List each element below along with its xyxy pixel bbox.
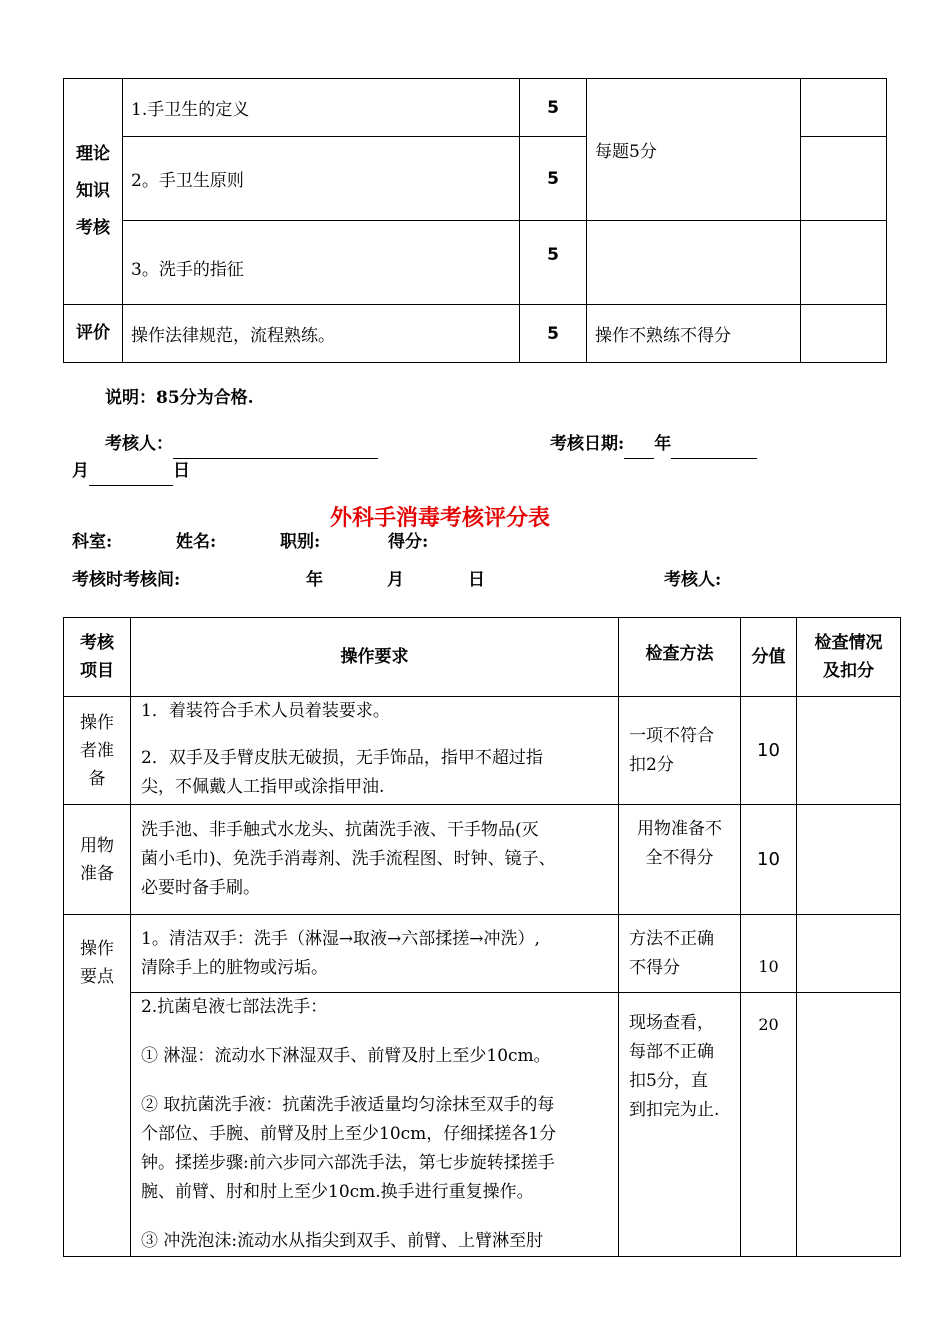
operator-prep-cat-line-3: 备 — [88, 768, 106, 789]
time-label: 考核时考核间: — [72, 570, 181, 590]
assessor-label: 考核人： — [105, 434, 173, 454]
items-prep-cat-line-1: 用物 — [80, 835, 114, 856]
theory-item-2: 2。手卫生原则 — [123, 137, 520, 221]
row-items-prep-method — [619, 805, 741, 915]
theory-method-cell: 每题5分 — [587, 79, 801, 221]
date-day: 日 — [173, 461, 190, 481]
header-points: 分值 — [741, 618, 797, 697]
date-month: 月 — [72, 461, 89, 481]
row-seven-step-method — [619, 993, 741, 1257]
pass-note: 说明：85分为合格. — [105, 388, 254, 408]
key-points-req-line-1: 1。清洁双手：洗手（淋湿→取液→六部揉搓→冲洗）, — [141, 928, 540, 949]
year-blank — [624, 440, 654, 459]
row-key-points-points: 10 — [741, 915, 797, 993]
key-points-req-line-2: 清除手上的脏物或污垢。 — [141, 957, 328, 978]
eval-score: 5 — [520, 305, 587, 363]
items-prep-req-line-3: 必要时备手刷。 — [141, 878, 260, 898]
theory-category-cell — [64, 79, 123, 305]
row-seven-step-requirement — [131, 993, 619, 1257]
form-day: 日 — [468, 570, 485, 590]
items-prep-method-line-1: 用物准备不 — [637, 819, 722, 839]
seven-step-2-line-4: 腕、前臂、肘和肘上至少10cm.换手进行重复操作。 — [141, 1182, 534, 1202]
key-points-cat-line-2: 要点 — [80, 967, 114, 987]
assessor-blank — [173, 440, 378, 459]
theory-category-line-2: 知识 — [76, 181, 110, 201]
items-prep-cat-line-2: 准备 — [80, 863, 114, 884]
header-result-line-1: 检查情况 — [814, 633, 883, 653]
theory-item-3: 3。洗手的指征 — [123, 221, 520, 305]
dept-label: 科室: — [72, 532, 113, 552]
operator-prep-cat-line-2: 者准 — [80, 740, 114, 761]
header-result-line-2: 及扣分 — [823, 661, 874, 681]
key-points-method-line-2: 不得分 — [629, 957, 680, 978]
operator-prep-req-2b: 尖，不佩戴人工指甲或涂指甲油. — [141, 777, 385, 797]
operator-prep-method-line-2: 扣2分 — [629, 754, 674, 775]
row-seven-step-points: 20 — [741, 993, 797, 1257]
seven-step-1: ① 淋湿：流动水下淋湿双手、前臂及肘上至少10cm。 — [141, 1046, 551, 1066]
header-requirement: 操作要求 — [131, 618, 619, 697]
operator-prep-method-line-1: 一项不符合 — [629, 725, 714, 746]
date-year: 年 — [654, 434, 672, 454]
theory-item-3-score: 5 — [520, 221, 587, 305]
theory-category-line-1: 理论 — [76, 144, 110, 164]
theory-category-line-3: 考核 — [76, 218, 110, 238]
eval-category: 评价 — [64, 305, 123, 363]
header-result — [797, 618, 901, 697]
row-items-prep-points: 10 — [741, 805, 797, 915]
score-label: 得分: — [388, 532, 429, 552]
date-row — [550, 429, 757, 459]
form-year: 年 — [306, 570, 323, 590]
row-items-prep-result — [797, 805, 901, 915]
theory-table — [63, 78, 887, 363]
theory-item-1: 1.手卫生的定义 — [123, 79, 520, 137]
theory-item-1-result — [801, 79, 887, 137]
theory-item-2-result — [801, 137, 887, 221]
row-key-points-requirement — [131, 915, 619, 993]
day-blank — [89, 467, 173, 486]
eval-method: 操作不熟练不得分 — [587, 305, 801, 363]
row-key-points-method — [619, 915, 741, 993]
items-prep-req-line-1: 洗手池、非手触式水龙头、抗菌洗手液、干手物品(灭 — [141, 820, 539, 840]
row-operator-prep-method — [619, 697, 741, 805]
score-table — [63, 617, 901, 1257]
seven-step-method-line-3: 扣5分，直 — [629, 1071, 708, 1091]
seven-step-3: ③ 冲洗泡沫:流动水从指尖到双手、前臂、上臂淋至肘 — [141, 1231, 544, 1251]
items-prep-req-line-2: 菌小毛巾)、免洗手消毒剂、洗手流程图、时钟、镜子、 — [141, 849, 556, 869]
row-key-points-result — [797, 915, 901, 993]
seven-step-2-line-3: 钟。揉搓步骤:前六步同六部洗手法，第七步旋转揉搓手 — [141, 1153, 555, 1173]
name-label: 姓名: — [176, 532, 217, 552]
assessor-row — [105, 429, 378, 459]
theory-item-1-score: 5 — [520, 79, 587, 137]
row-operator-prep-result — [797, 697, 901, 805]
form-assessor-label: 考核人: — [664, 570, 722, 590]
row-items-prep-requirement — [131, 805, 619, 915]
operator-prep-req-1: 1．着装符合手术人员着装要求。 — [141, 701, 390, 721]
row-operator-prep-requirement — [131, 697, 619, 805]
month-blank — [671, 440, 757, 459]
form-title: 外科手消毒考核评分表 — [329, 505, 550, 531]
seven-step-method-line-4: 到扣完为止. — [629, 1100, 720, 1120]
row-key-points-category — [64, 915, 131, 1257]
row-items-prep-category — [64, 805, 131, 915]
date-label: 考核日期: — [550, 434, 625, 454]
header-item-line-2: 项目 — [80, 661, 114, 681]
key-points-cat-line-1: 操作 — [80, 939, 114, 959]
theory-item-2-score: 5 — [520, 137, 587, 221]
row-operator-prep-points: 10 — [741, 697, 797, 805]
date-row-cont — [72, 456, 190, 486]
header-item-line-1: 考核 — [80, 633, 114, 653]
key-points-method-line-1: 方法不正确 — [629, 928, 714, 949]
operator-prep-cat-line-1: 操作 — [80, 712, 114, 733]
seven-step-method-line-1: 现场查看， — [629, 1013, 714, 1033]
theory-item-3-method — [587, 221, 801, 305]
operator-prep-req-2a: 2．双手及手臂皮肤无破损，无手饰品，指甲不超过指 — [141, 748, 543, 768]
seven-step-2-line-1: ② 取抗菌洗手液：抗菌洗手液适量均匀涂抹至双手的每 — [141, 1095, 555, 1115]
row-operator-prep-category — [64, 697, 131, 805]
eval-text: 操作法律规范，流程熟练。 — [123, 305, 520, 363]
seven-step-method-line-2: 每部不正确 — [629, 1042, 714, 1062]
theory-item-3-result — [801, 221, 887, 305]
seven-step-title: 2.抗菌皂液七部法洗手： — [141, 997, 328, 1017]
position-label: 职别: — [280, 532, 321, 552]
form-month: 月 — [387, 570, 404, 590]
row-seven-step-result — [797, 993, 901, 1257]
header-item — [64, 618, 131, 697]
eval-result — [801, 305, 887, 363]
items-prep-method-line-2: 全不得分 — [645, 848, 714, 868]
header-method: 检查方法 — [619, 618, 741, 697]
seven-step-2-line-2: 个部位、手腕、前臂及肘上至少10cm，仔细揉搓各1分 — [141, 1124, 557, 1144]
